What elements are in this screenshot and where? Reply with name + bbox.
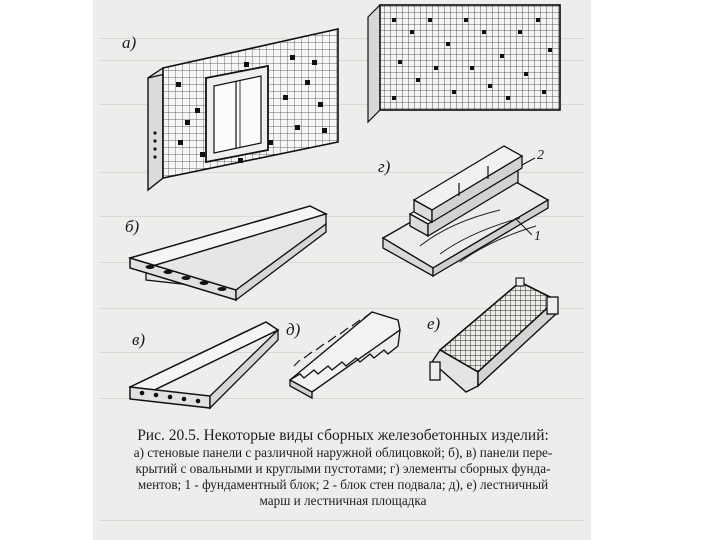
- wall-panel-drawing: [148, 29, 338, 190]
- label-a: а): [122, 33, 137, 52]
- caption-line: крытий с овальными и круглыми пустотами; г) элементы сборных фунда-: [135, 461, 551, 476]
- facing-panel-drawing: [368, 5, 560, 122]
- stair-flight-drawing: [290, 312, 400, 398]
- floor-slab-oval-drawing: [130, 206, 326, 300]
- stair-landing-drawing: [430, 278, 558, 392]
- label-v: в): [132, 330, 146, 349]
- label-g: г): [378, 157, 391, 176]
- caption-line: а) стеновые панели с различной наружной облицовкой; б), в) панели пере-: [133, 445, 553, 460]
- callout-1: 1: [534, 229, 541, 244]
- caption-line: марш и лестничная площадка: [259, 493, 427, 508]
- figure-caption: [104, 427, 582, 509]
- caption-title: Рис. 20.5. Некоторые виды сборных железобетонных изделий:: [137, 427, 549, 444]
- label-e: е): [427, 314, 441, 333]
- foundation-elements-drawing: [383, 146, 548, 276]
- label-d: д): [286, 320, 301, 339]
- floor-slab-round-drawing: [130, 322, 278, 408]
- label-b: б): [125, 217, 140, 236]
- caption-line: ментов; 1 - фундаментный блок; 2 - блок стен подвала; д), е) лестничный: [137, 477, 549, 492]
- callout-2: 2: [537, 148, 544, 163]
